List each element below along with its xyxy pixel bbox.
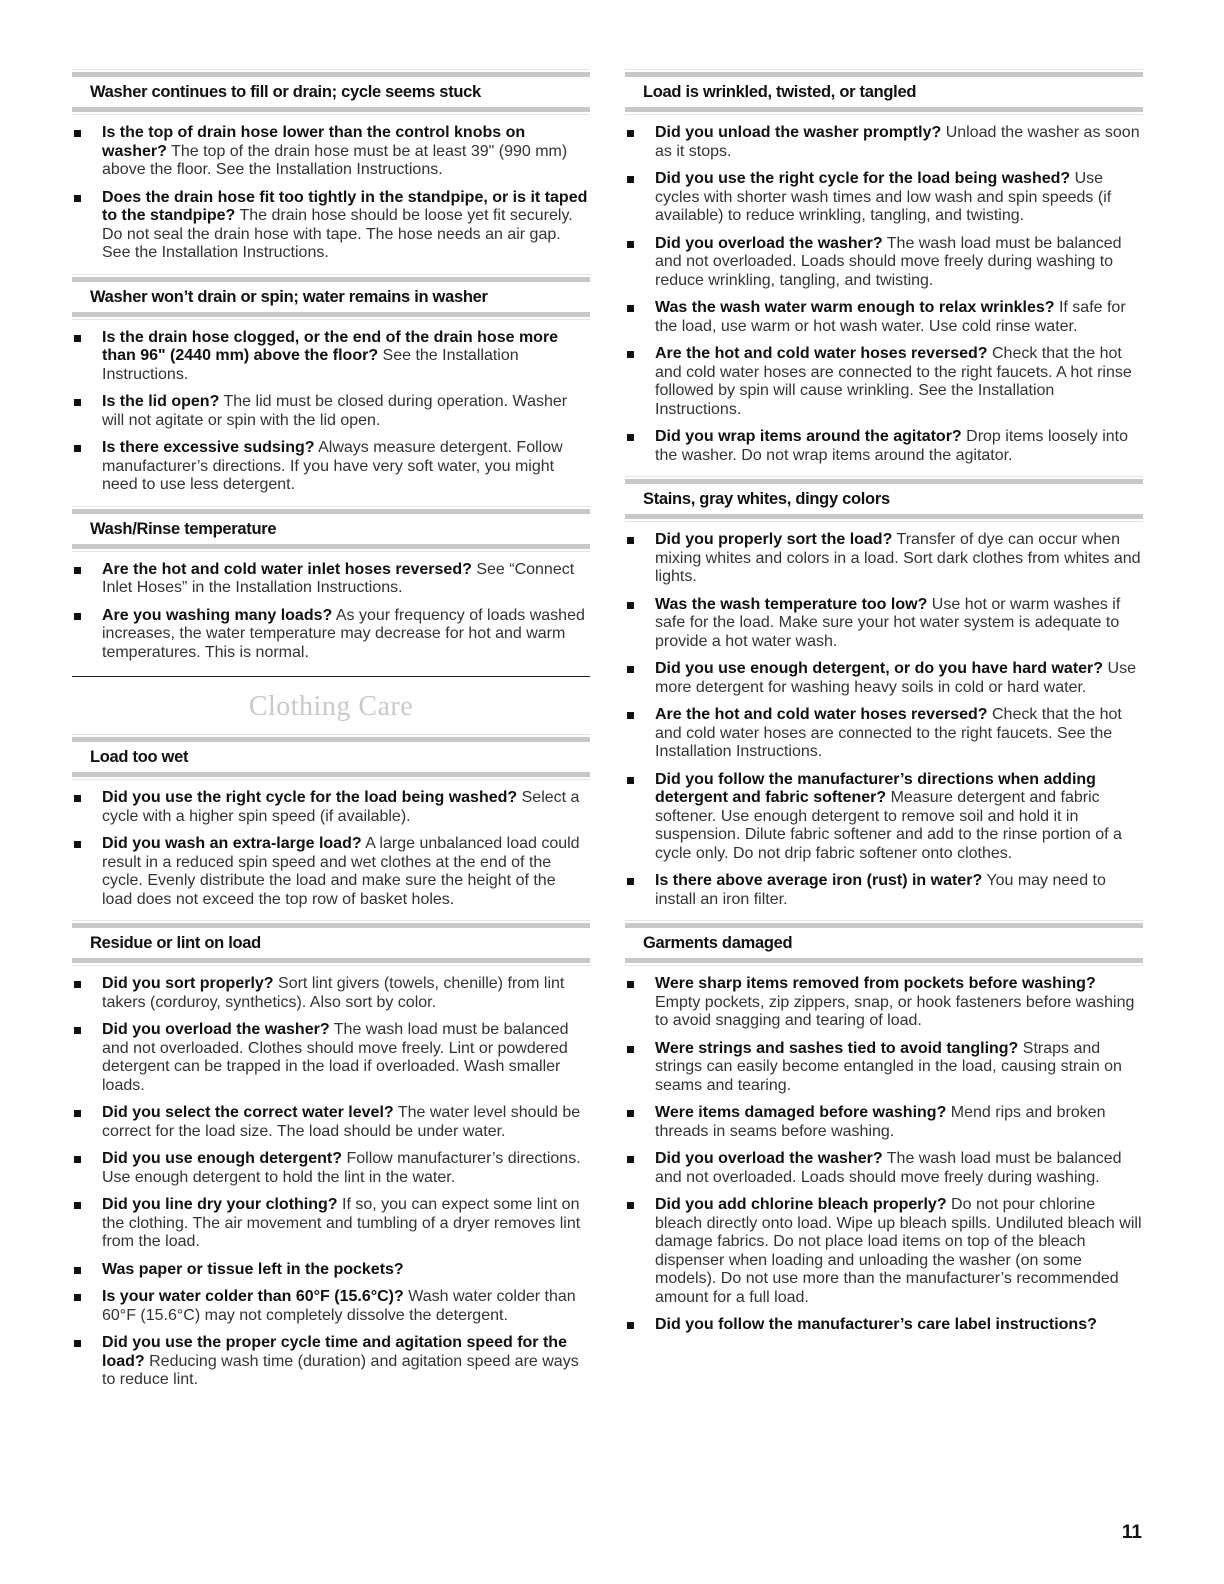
list-item bbox=[72, 393, 590, 430]
troubleshooting-list bbox=[72, 789, 590, 909]
left-column bbox=[72, 72, 590, 1404]
answer-text: If safe for the load, use warm or hot wash water. Use cold rinse water. bbox=[655, 299, 1126, 335]
answer-text: A large unbalanced load could result in a reduced spin speed and wet clothes at the end of the cycle. Evenly distribute the load and make sure the height of the load does not exceed the top row of basket holes. bbox=[102, 835, 580, 908]
answer-text: Follow manufacturer’s directions. Use enough detergent to hold the lint in the water. bbox=[102, 1150, 581, 1186]
list-item bbox=[72, 439, 590, 495]
question-text: Is there excessive sudsing? bbox=[102, 439, 315, 456]
question-text: Did you use enough detergent, or do you have hard water? bbox=[655, 660, 1104, 677]
list-item bbox=[625, 706, 1143, 762]
section-heading: Washer continues to fill or drain; cycle seems stuck bbox=[72, 72, 590, 112]
list-item bbox=[625, 596, 1143, 652]
list-item bbox=[72, 1288, 590, 1325]
answer-text: Check that the hot and cold water hoses are connected to the right faucets. A hot rinse followed by spin will cause wrinkling. See the Installation Instructions. bbox=[655, 345, 1132, 418]
section-washer-continues-to-fill-or-drain-cycle- bbox=[72, 72, 590, 263]
section-load-is-wrinkled-twisted-or-tangled bbox=[625, 72, 1143, 465]
answer-text: See “Connect Inlet Hoses” in the Installation Instructions. bbox=[102, 560, 575, 596]
answer-text: Do not pour chlorine bleach directly onto load. Wipe up bleach spills. Undiluted bleach will damage fabrics. Do not place load items on top of the bleach dispenser when loading and unloading the washer (on some models). Do not use more than the manufacturer’s recommended amount for a full load. bbox=[655, 1196, 1142, 1306]
list-item bbox=[72, 1104, 590, 1141]
question-text: Did you overload the washer? bbox=[655, 234, 883, 252]
right-column bbox=[625, 72, 1143, 1349]
question-text: Are the hot and cold water hoses reversed? bbox=[655, 706, 988, 723]
list-item bbox=[72, 975, 590, 1012]
answer-text: Check that the hot and cold water hoses are connected to the right faucets. See the Installation Instructions. bbox=[655, 706, 1122, 760]
right-sections bbox=[625, 72, 1143, 1335]
list-item bbox=[72, 189, 590, 263]
question-text: Did you line dry your clothing? bbox=[102, 1196, 338, 1213]
question-text: Was paper or tissue left in the pockets? bbox=[102, 1260, 404, 1278]
question-text: Did you use the right cycle for the load being washed? bbox=[655, 170, 1071, 187]
section-wash-rinse-temperature bbox=[72, 509, 590, 663]
answer-text: The water level should be correct for the load size. The load should be under water. bbox=[102, 1104, 581, 1140]
answer-text: Empty pockets, zip zippers, snap, or hook fasteners before washing to avoid snagging and tearing of load. bbox=[655, 993, 1135, 1029]
question-text: Is the lid open? bbox=[102, 393, 220, 410]
answer-text: Use more detergent for washing heavy soils in cold or hard water. bbox=[655, 660, 1136, 696]
list-item bbox=[625, 1104, 1143, 1141]
question-text: Did you use enough detergent? bbox=[102, 1150, 343, 1167]
question-text: Was the wash temperature too low? bbox=[655, 595, 928, 613]
left-sections-b bbox=[72, 737, 590, 1390]
question-text: Does the drain hose fit too tightly in the standpipe, or is it taped to the standpipe? bbox=[102, 188, 588, 224]
list-item bbox=[72, 607, 590, 663]
question-text: Is the drain hose clogged, or the end of the drain hose more than 96" (2440 mm) above the floor? bbox=[102, 328, 559, 364]
answer-text: If so, you can expect some lint on the clothing. The air movement and tumbling of a dryer removes lint from the load. bbox=[102, 1196, 581, 1250]
list-item bbox=[625, 975, 1143, 1031]
section-heading: Stains, gray whites, dingy colors bbox=[625, 479, 1143, 519]
question-text: Did you follow the manufacturer’s care label instructions? bbox=[655, 1316, 1097, 1333]
section-residue-or-lint-on-load bbox=[72, 923, 590, 1390]
answer-text: Mend rips and broken threads in seams before washing. bbox=[655, 1104, 1106, 1140]
list-item bbox=[625, 1196, 1143, 1307]
troubleshooting-list bbox=[625, 531, 1143, 909]
answer-text: Reducing wash time (duration) and agitation speed are ways to reduce lint. bbox=[102, 1352, 579, 1388]
section-heading: Washer won’t drain or spin; water remains in washer bbox=[72, 277, 590, 317]
list-item bbox=[625, 1150, 1143, 1187]
list-item bbox=[625, 872, 1143, 909]
question-text: Did you sort properly? bbox=[102, 975, 274, 992]
question-text: Were items damaged before washing? bbox=[655, 1104, 947, 1121]
list-item bbox=[72, 1021, 590, 1095]
answer-text: Always measure detergent. Follow manufacturer’s directions. If you have very soft water, you might need to use less detergent. bbox=[102, 439, 563, 493]
list-item bbox=[72, 124, 590, 180]
list-item bbox=[625, 1040, 1143, 1096]
list-item bbox=[72, 1150, 590, 1187]
question-text: Did you use the right cycle for the load being washed? bbox=[102, 789, 518, 806]
list-item bbox=[72, 329, 590, 385]
list-item bbox=[625, 299, 1143, 336]
section-divider bbox=[72, 676, 590, 677]
question-text: Did you follow the manufacturer’s directions when adding detergent and fabric softener? bbox=[655, 770, 1096, 806]
list-item bbox=[625, 531, 1143, 587]
answer-text: The wash load must be balanced and not overloaded. Loads should move freely during washing. bbox=[655, 1150, 1122, 1186]
list-item bbox=[72, 1196, 590, 1252]
answer-text: Use cycles with shorter wash times and low wash and spin speeds (if available) to reduce wrinkling, tangling, and twisting. bbox=[655, 170, 1112, 224]
answer-text: Unload the washer as soon as it stops. bbox=[655, 124, 1140, 160]
answer-text: Sort lint givers (towels, chenille) from lint takers (corduroy, synthetics). Also sort by color. bbox=[102, 975, 565, 1011]
question-text: Did you overload the washer? bbox=[655, 1150, 883, 1167]
section-heading: Wash/Rinse temperature bbox=[72, 509, 590, 549]
answer-text: Select a cycle with a higher spin speed (if available). bbox=[102, 789, 580, 825]
list-item bbox=[72, 1334, 590, 1390]
answer-text: The drain hose should be loose yet fit securely. Do not seal the drain hose with tape. The hose needs an air gap. See the Installation Instructions. bbox=[102, 207, 573, 261]
question-text: Are the hot and cold water hoses reversed? bbox=[655, 345, 988, 362]
answer-text: Transfer of dye can occur when mixing whites and colors in a load. Sort dark clothes from whites and lights. bbox=[655, 531, 1141, 585]
troubleshooting-list bbox=[625, 124, 1143, 465]
section-washer-won-t-drain-or-spin-water-remains bbox=[72, 277, 590, 495]
section-heading: Load too wet bbox=[72, 737, 590, 777]
question-text: Did you wash an extra-large load? bbox=[102, 835, 362, 852]
list-item bbox=[625, 1316, 1143, 1335]
question-text: Did you use the proper cycle time and agitation speed for the load? bbox=[102, 1334, 567, 1370]
question-text: Is the top of drain hose lower than the control knobs on washer? bbox=[102, 124, 526, 160]
question-text: Did you unload the washer promptly? bbox=[655, 124, 942, 141]
answer-text: Wash water colder than 60°F (15.6°C) may not completely dissolve the detergent. bbox=[102, 1288, 576, 1324]
section-load-too-wet bbox=[72, 737, 590, 909]
question-text: Is there above average iron (rust) in water? bbox=[655, 872, 983, 889]
question-text: Are the hot and cold water inlet hoses reversed? bbox=[102, 560, 472, 578]
question-text: Were sharp items removed from pockets before washing? bbox=[655, 975, 1096, 992]
section-stains-gray-whites-dingy-colors bbox=[625, 479, 1143, 909]
list-item bbox=[625, 428, 1143, 465]
question-text: Is your water colder than 60°F (15.6°C)? bbox=[102, 1288, 404, 1305]
section-heading: Residue or lint on load bbox=[72, 923, 590, 963]
list-item bbox=[625, 170, 1143, 226]
section-heading: Garments damaged bbox=[625, 923, 1143, 963]
question-text: Did you add chlorine bleach properly? bbox=[655, 1196, 947, 1213]
answer-text: As your frequency of loads washed increases, the water temperature may decrease for hot and warm temperatures. This is normal. bbox=[102, 606, 585, 661]
section-heading: Load is wrinkled, twisted, or tangled bbox=[625, 72, 1143, 112]
list-item bbox=[625, 771, 1143, 864]
answer-text: The wash load must be balanced and not overloaded. Loads should move freely during washing to reduce wrinkling, tangling, and twisting. bbox=[655, 234, 1122, 289]
list-item bbox=[72, 789, 590, 826]
question-text: Did you select the correct water level? bbox=[102, 1104, 394, 1121]
list-item bbox=[625, 660, 1143, 697]
question-text: Did you overload the washer? bbox=[102, 1021, 330, 1038]
troubleshooting-list bbox=[72, 329, 590, 495]
question-text: Did you properly sort the load? bbox=[655, 531, 893, 548]
troubleshooting-list bbox=[625, 975, 1143, 1335]
answer-text: The top of the drain hose must be at least 39" (990 mm) above the floor. See the Installation Instructions. bbox=[102, 142, 568, 178]
troubleshooting-list bbox=[72, 124, 590, 263]
clothing-care-title: Clothing Care bbox=[248, 691, 414, 722]
question-text: Was the wash water warm enough to relax wrinkles? bbox=[655, 299, 1055, 316]
list-item bbox=[625, 124, 1143, 161]
question-text: Did you wrap items around the agitator? bbox=[655, 428, 962, 445]
list-item bbox=[72, 561, 590, 598]
list-item bbox=[625, 235, 1143, 291]
list-item bbox=[625, 345, 1143, 419]
list-item bbox=[72, 835, 590, 909]
answer-text: The wash load must be balanced and not overloaded. Clothes should move freely. Lint or powdered detergent can be trapped in the load if overloaded. Wash smaller loads. bbox=[102, 1021, 569, 1094]
section-garments-damaged bbox=[625, 923, 1143, 1335]
answer-text: You may need to install an iron filter. bbox=[655, 872, 1106, 908]
answer-text: Drop items loosely into the washer. Do not wrap items around the agitator. bbox=[655, 428, 1128, 464]
page-number: 11 bbox=[1121, 1522, 1142, 1543]
list-item bbox=[72, 1261, 590, 1280]
question-text: Are you washing many loads? bbox=[102, 606, 333, 624]
troubleshooting-list bbox=[72, 975, 590, 1390]
answer-text: Measure detergent and fabric softener. Use enough detergent to remove soil and hold it in suspension. Dilute fabric softener and add to the rinse portion of a cycle only. Do not drip fabric softener onto clothes. bbox=[655, 789, 1122, 862]
answer-text: See the Installation Instructions. bbox=[102, 347, 519, 383]
left-sections-a bbox=[72, 72, 590, 662]
question-text: Were strings and sashes tied to avoid tangling? bbox=[655, 1039, 1019, 1057]
troubleshooting-list bbox=[72, 561, 590, 663]
answer-text: The lid must be closed during operation. Washer will not agitate or spin with the lid open. bbox=[102, 393, 568, 429]
answer-text: Use hot or warm washes if safe for the load. Make sure your hot water system is adequate to provide a hot water wash. bbox=[655, 595, 1121, 650]
answer-text: Straps and strings can easily become entangled in the load, causing strain on seams and tearing. bbox=[655, 1039, 1122, 1094]
